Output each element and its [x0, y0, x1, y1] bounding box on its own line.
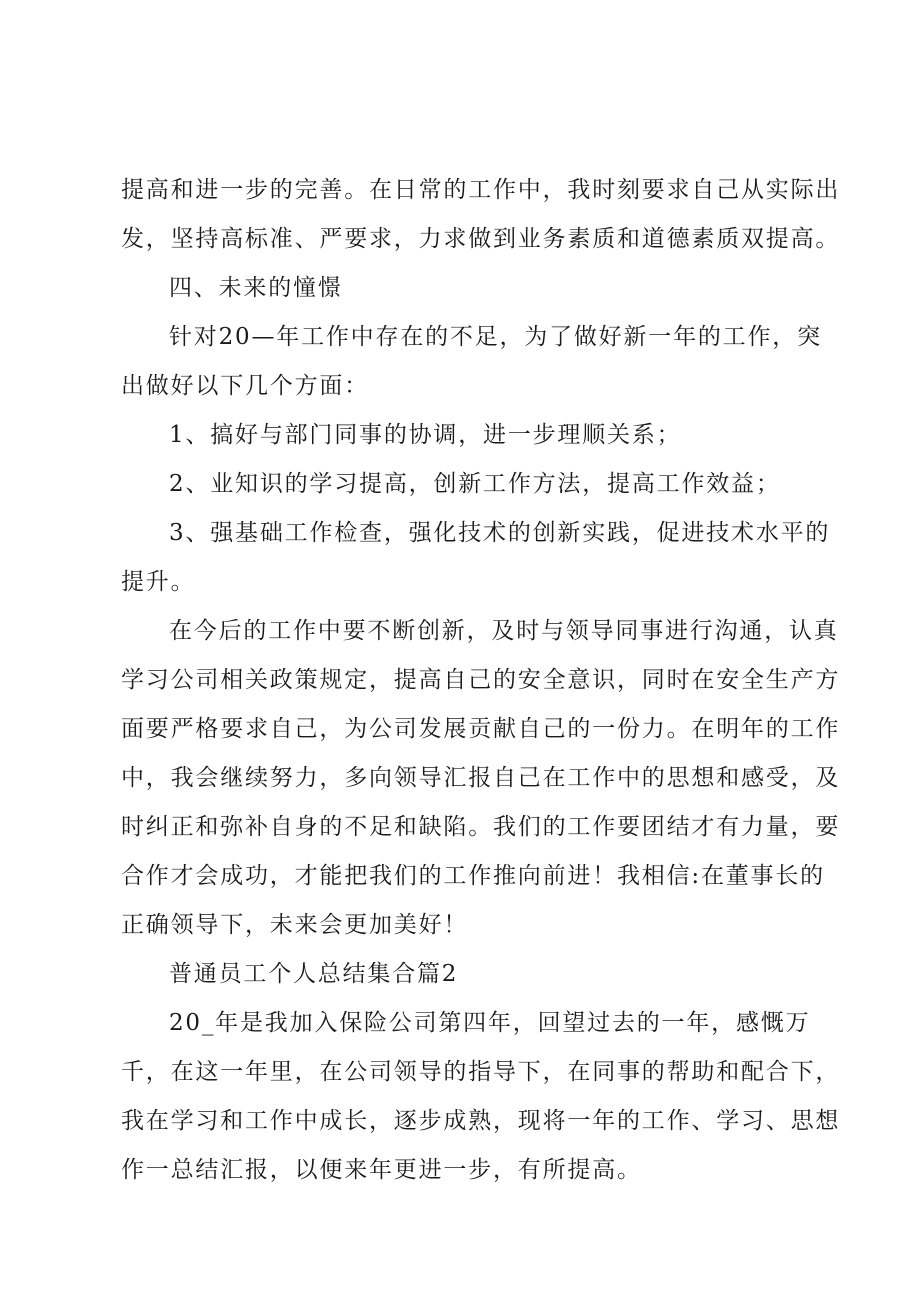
list-item-3: 3、强基础工作检查，强化技术的创新实践，促进技术水平的提升。	[121, 520, 831, 595]
paragraph-intro: 针对20—年工作中存在的不足，为了做好新一年的工作，突出做好以下几个方面：	[121, 324, 822, 399]
paragraph-continuation: 提高和进一步的完善。在日常的工作中，我时刻要求自己从实际出发，坚持高标准、严要求，力求做到业务素质和道德素质双提高。	[121, 177, 841, 252]
paragraph-part2-intro: 20_年是我加入保险公司第四年，回望过去的一年，感慨万千，在这一年里，在公司领导的指导下，在同事的帮助和配合下，我在学习和工作中成长，逐步成熟，现将一年的工作、学习、思想作一总结汇报，以便来年更进一步，有所提高。	[121, 1010, 841, 1183]
paragraph-future-plans: 在今后的工作中要不断创新，及时与领导同事进行沟通，认真学习公司相关政策规定，提高自己的安全意识，同时在安全生产方面要严格要求自己，为公司发展贡献自己的一份力。在明年的工作中，我会继续努力，多向领导汇报自己在工作中的思想和感受，及时纠正和弥补自身的不足和缺陷。我们的工作要团结才有力量，要合作才会成功，才能把我们的工作推向前进！我相信:在董事长的正确领导下，未来会更加美好！	[121, 618, 841, 938]
section-heading-future: 四、未来的憧憬	[169, 275, 343, 301]
section-heading-part2: 普通员工个人总结集合篇2	[169, 961, 459, 987]
list-item-1: 1、搞好与部门同事的协调，进一步理顺关系；	[169, 422, 682, 448]
document-body	[121, 166, 841, 1195]
list-item-2: 2、业知识的学习提高，创新工作方法，提高工作效益；	[169, 471, 781, 497]
